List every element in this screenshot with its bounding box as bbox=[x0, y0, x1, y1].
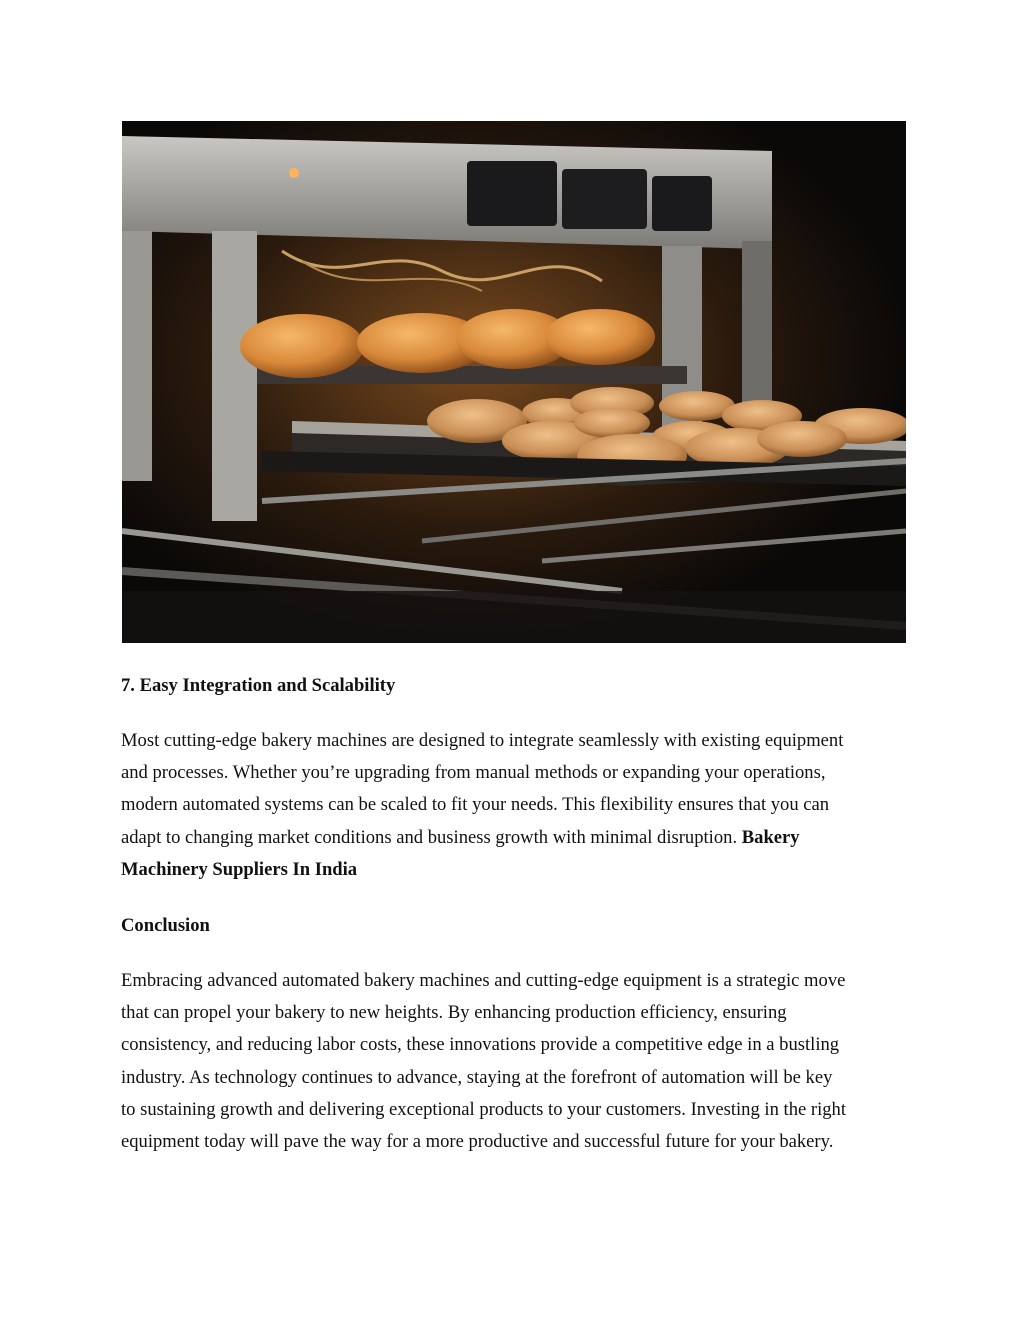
paragraph-line bbox=[121, 854, 921, 886]
paragraph-line: equipment today will pave the way for a more productive and successful future for your bakery. bbox=[121, 1131, 834, 1153]
section-heading-conclusion: Conclusion bbox=[121, 915, 210, 936]
integration-paragraph bbox=[121, 725, 921, 886]
section-heading-integration: 7. Easy Integration and Scalability bbox=[121, 675, 396, 696]
paragraph-line: Most cutting-edge bakery machines are designed to integrate seamlessly with existing equipment bbox=[121, 730, 844, 751]
conclusion-paragraph bbox=[121, 965, 921, 1158]
paragraph-line: and processes. Whether you’re upgrading from manual methods or expanding your operations, bbox=[121, 762, 826, 784]
suppliers-link-part1[interactable]: Bakery bbox=[741, 826, 800, 848]
paragraph-line: Embracing advanced automated bakery machines and cutting-edge equipment is a strategic move bbox=[121, 970, 846, 991]
paragraph-line: that can propel your bakery to new heights. By enhancing production efficiency, ensuring bbox=[121, 1002, 787, 1024]
paragraph-line: to sustaining growth and delivering exceptional products to your customers. Investing in the right bbox=[121, 1098, 847, 1120]
paragraph-line: industry. As technology continues to advance, staying at the forefront of automation will be key bbox=[121, 1066, 833, 1088]
paragraph-line: modern automated systems can be scaled to fit your needs. This flexibility ensures that you can bbox=[121, 794, 830, 816]
bakery-oven-photo-icon bbox=[122, 121, 906, 643]
paragraph-line bbox=[121, 822, 921, 854]
paragraph-line-text: adapt to changing market conditions and business growth with minimal disruption. bbox=[121, 826, 742, 848]
suppliers-link-part2[interactable]: Machinery Suppliers In India bbox=[121, 858, 358, 880]
bakery-oven-photo bbox=[122, 121, 906, 643]
paragraph-line: consistency, and reducing labor costs, these innovations provide a competitive edge in a bustling bbox=[121, 1034, 840, 1056]
